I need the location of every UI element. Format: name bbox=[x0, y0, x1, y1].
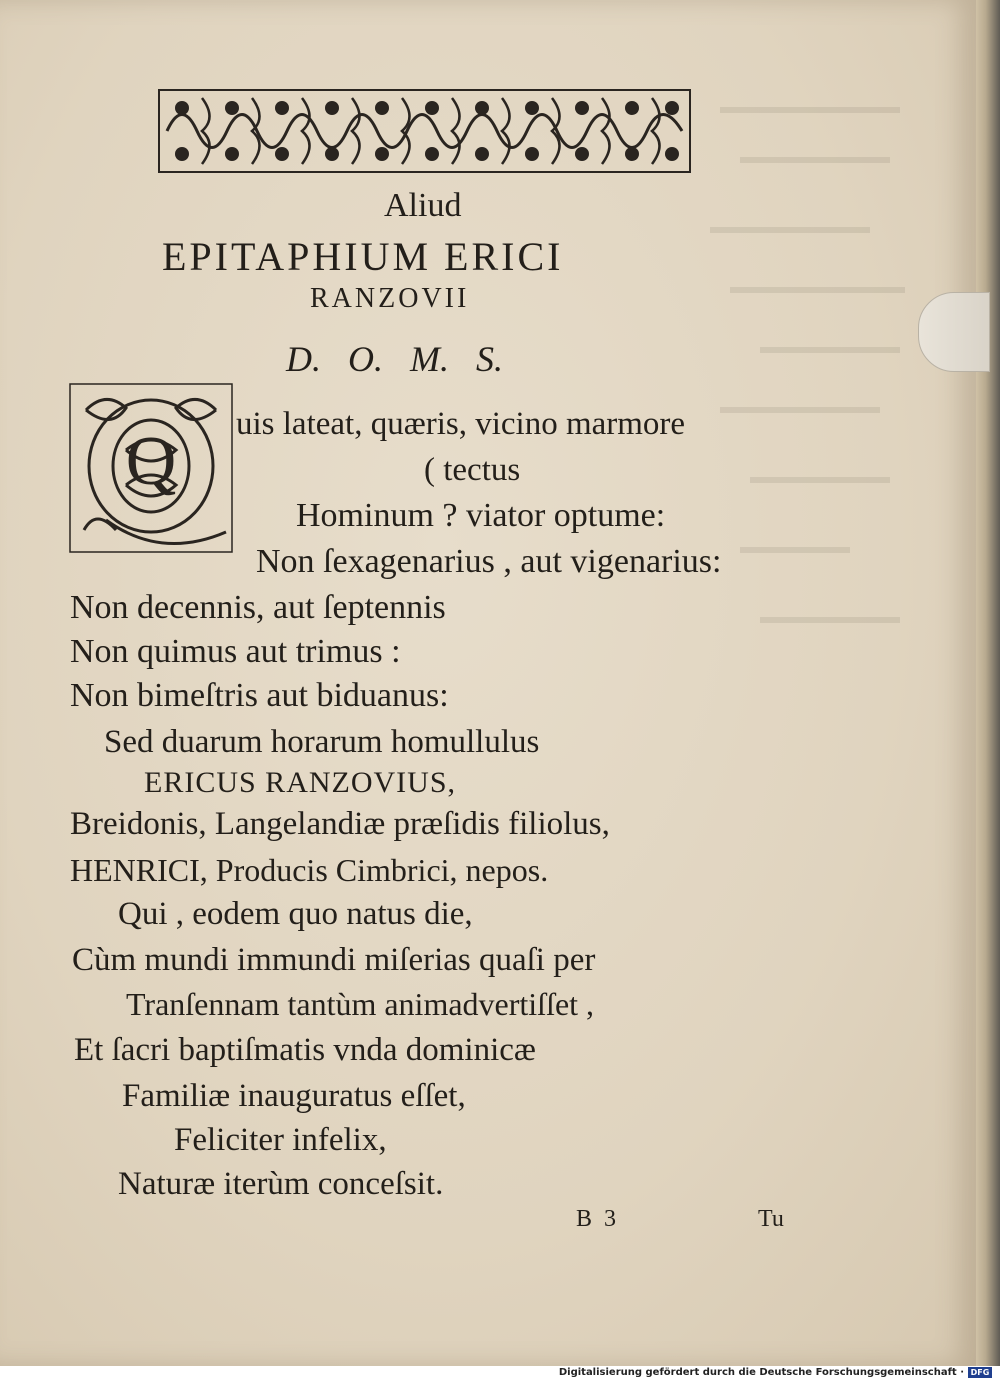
verse-line-17: Feliciter infelix, bbox=[174, 1122, 387, 1158]
decorated-initial-q bbox=[66, 380, 236, 556]
verse-line-18: Naturæ iterùm conceſsit. bbox=[118, 1166, 444, 1202]
verse-line-12: Qui , eodem quo natus die, bbox=[118, 896, 473, 932]
digitization-footer bbox=[0, 1366, 1000, 1379]
dfg-logo: DFG bbox=[968, 1367, 992, 1378]
verse-line-9: ERICUS RANZOVIUS, bbox=[144, 766, 457, 799]
verse-line-14: Tranſennam tantùm animadvertiſſet , bbox=[126, 986, 595, 1022]
verse-line-1: uis lateat, quæris, vicino marmore bbox=[236, 406, 686, 442]
dedication: D. O. M. S. bbox=[286, 339, 503, 379]
catchword: Tu bbox=[758, 1206, 784, 1232]
headpiece-ornament bbox=[157, 88, 692, 174]
heading-aliud: Aliud bbox=[384, 187, 462, 224]
verse-line-3: Hominum ? viator optume: bbox=[296, 497, 666, 534]
title-line-1: EPITAPHIUM ERICI bbox=[162, 234, 564, 279]
verse-line-11: HENRICI, Producis Cimbrici, nepos. bbox=[70, 852, 549, 888]
bleed-texture bbox=[700, 80, 910, 700]
footer-credit: Digitalisierung gefördert durch die Deutsche Forschungsgemeinschaft · bbox=[558, 1367, 964, 1378]
verse-line-5: Non decennis, aut ſeptennis bbox=[70, 589, 446, 626]
verse-line-8: Sed duarum horarum homullulus bbox=[104, 724, 540, 760]
title-line-2: RANZOVII bbox=[310, 283, 470, 314]
verse-line-13: Cùm mundi immundi miſerias quaſi per bbox=[72, 942, 596, 978]
signature-mark: B 3 bbox=[576, 1206, 617, 1232]
verse-line-16: Familiæ inauguratus eſſet, bbox=[122, 1078, 466, 1114]
page-edge bbox=[976, 0, 1000, 1366]
verse-line-7: Non bimeſtris aut biduanus: bbox=[70, 677, 449, 714]
verse-line-6: Non quimus aut trimus : bbox=[70, 633, 401, 670]
verse-line-4: Non ſexagenarius , aut vigenarius: bbox=[256, 543, 722, 580]
show-through-text bbox=[700, 80, 910, 700]
page-clip bbox=[918, 292, 990, 372]
initial-letter: Q bbox=[125, 423, 177, 500]
verse-line-15: Et ſacri baptiſmatis vnda dominicæ bbox=[74, 1032, 536, 1068]
verse-line-10: Breidonis, Langelandiæ præſidis filiolus, bbox=[70, 806, 610, 842]
verse-line-2: ( tectus bbox=[424, 452, 521, 488]
